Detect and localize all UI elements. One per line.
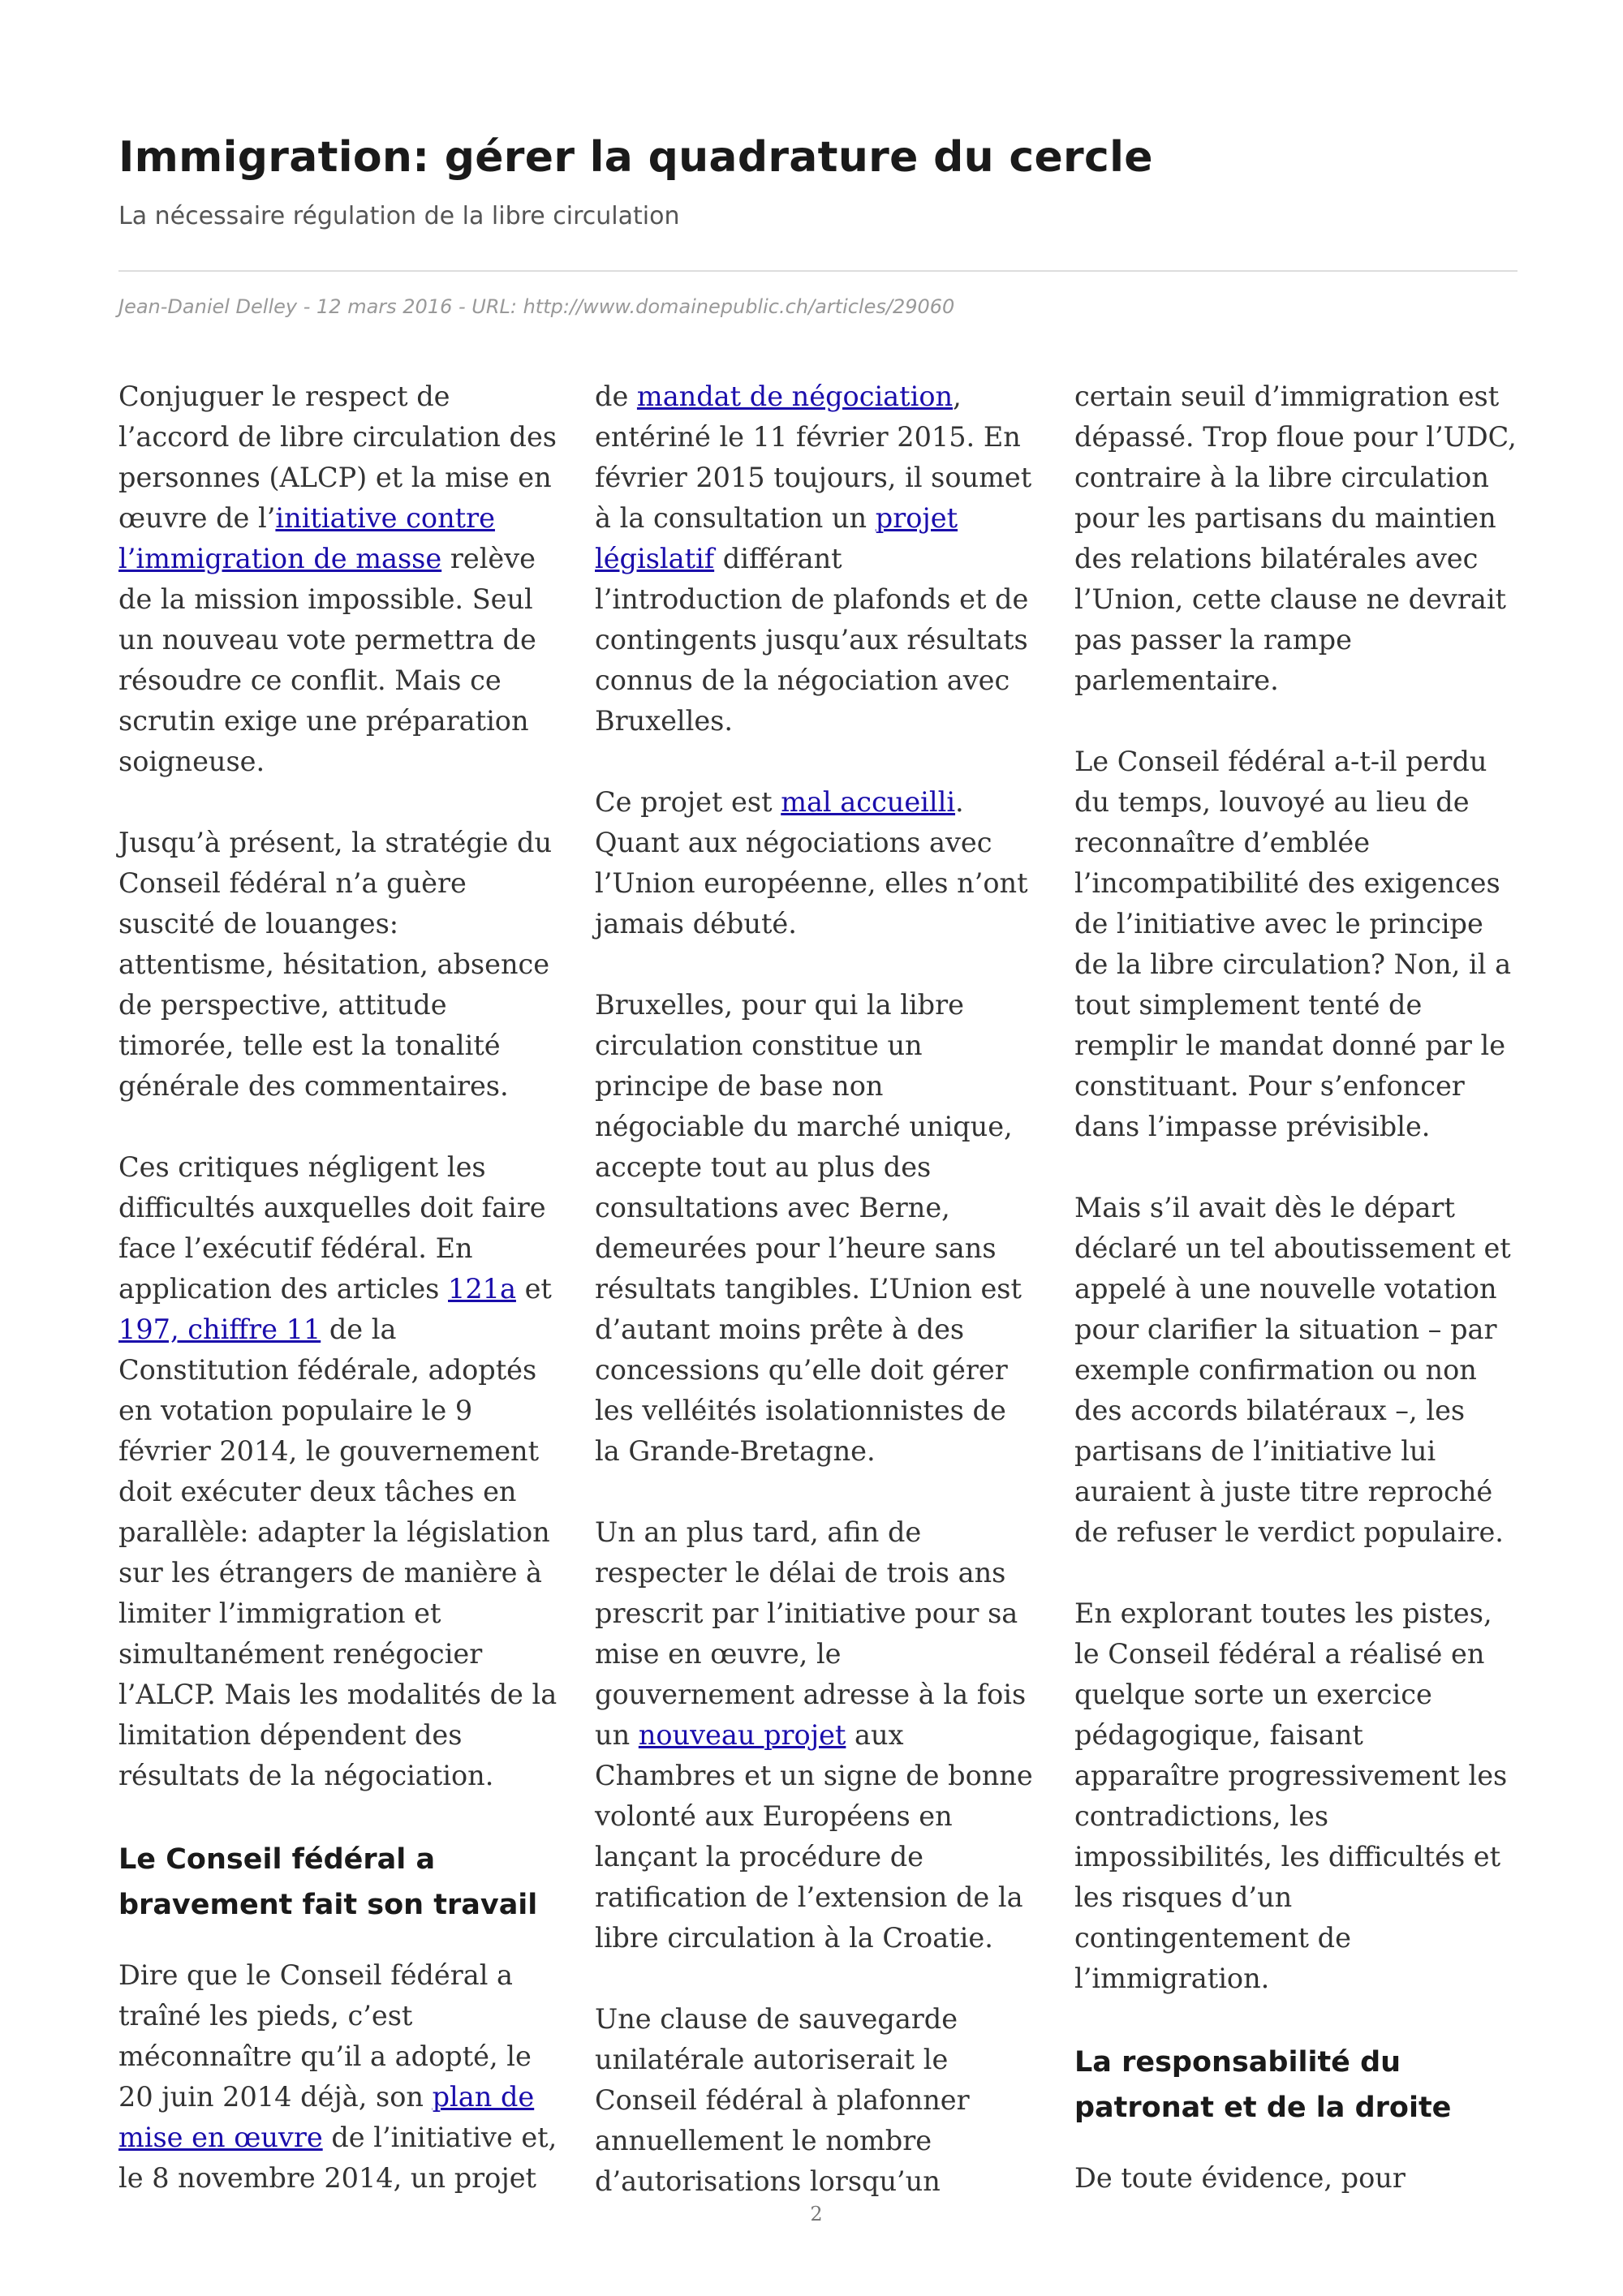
link-plan-mise-en-oeuvre[interactable]: plan de mise en œuvre [118,2081,535,2153]
paragraph: Une clause de sauvegarde unilatérale autoriserait le Conseil fédéral à plafonner annuellement le nombre d’autorisations lorsqu’un [595,2003,970,2197]
paragraph: Le Conseil fédéral a-t-il perdu du temps, louvoyé au lieu de reconnaître d’emblée l’incompatibilité des exigences de l’initiative avec le principe de la libre circulation? Non, il a tout simplement tenté de remplir le mandat donné par le constituant. Pour s’enfoncer dans l’impasse prévisible. [1074,746,1512,1142]
section-heading: La responsabilité du patronat et de la droite [1074,2046,1452,2124]
paragraph: En explorant toutes les pistes, le Conseil fédéral a réalisé en quelque sorte un exercice pédagogique, faisant apparaître progressivement les contradictions, les impossibilités, les difficultés et les risques d’un contingentement de l’immigration. [1074,1597,1508,1994]
paragraph: Conjuguer le respect de l’accord de libre circulation des personnes (ALCP) et la mise en œuvre de l’initiative contre l’immigration de masse relève de la mission impossible. Seul un nouveau vote permettra de résoudre ce conflit. Mais ce scrutin exige une préparation soigneuse. [118,381,557,777]
link-mandat-negociation[interactable]: mandat de négociation [636,381,954,412]
link-initiative[interactable]: initiative contre l’immigration de masse [118,502,495,574]
section-heading: Le Conseil fédéral a bravement fait son travail [118,1843,538,1921]
article-meta: Jean-Daniel Delley - 12 mars 2016 - URL: http://www.domainepublic.ch/articles/29060 [118,295,955,318]
link-nouveau-projet[interactable]: nouveau projet [638,1719,846,1751]
text-column-2 [595,376,1037,2242]
header-divider [118,270,1518,272]
paragraph: Jusqu’à présent, la stratégie du Conseil fédéral n’a guère suscité de louanges: attentisme, hésitation, absence de perspective, attitude timorée, telle est la tonalité générale des commentaires. [118,827,553,1102]
link-article-121a[interactable]: 121a [448,1273,516,1305]
paragraph: Bruxelles, pour qui la libre circulation constitue un principe de base non négociable du marché unique, accepte tout au plus des consultations avec Berne, demeurées pour l’heure sans résultats tangibles. L’Union est d’autant moins prête à des concessions qu’elle doit gérer les velléités isolationnistes de la Grande-Bretagne. [595,989,1022,1467]
link-projet-legislatif[interactable]: projet législatif [595,502,958,574]
link-article-197[interactable]: 197, chiffre 11 [118,1314,321,1345]
paragraph: Un an plus tard, afin de respecter le délai de trois ans prescrit par l’initiative pour sa mise en œuvre, le gouvernement adresse à la fois un nouveau projet aux Chambres et un signe de bonne volonté aux Européens en lançant la procédure de ratification de l’extension de la libre circulation à la Croatie. [595,1516,1033,1954]
paragraph: De toute évidence, pour [1074,2162,1406,2194]
paragraph: Mais s’il avait dès le départ déclaré un tel aboutissement et appelé à une nouvelle votation pour clarifier la situation – par exemple confirmation ou non des accords bilatéraux –, les partisans de l’initiative lui auraient à juste titre reproché de refuser le verdict populaire. [1074,1192,1511,1548]
article-subtitle: La nécessaire régulation de la libre circulation [118,202,680,230]
paragraph: Ces critiques négligent les difficultés auxquelles doit faire face l’exécutif fédéral. En application des articles 121a et 197, chiffre 11 de la Constitution fédérale, adoptés en votation populaire le 9 février 2014, le gouvernement doit exécuter deux tâches en parallèle: adapter la législation sur les étrangers de manière à limiter l’immigration et simultanément renégocier l’ALCP. Mais les modalités de la limitation dépendent des résultats de la négociation. [118,1151,558,1791]
paragraph: Dire que le Conseil fédéral a traîné les pieds, c’est méconnaître qu’il a adopté, le 20 juin 2014 déjà, son plan de mise en œuvre de l’initiative et, le 8 novembre 2014, un projet [118,1959,558,2194]
paragraph: Ce projet est mal accueilli. Quant aux négociations avec l’Union européenne, elles n’ont jamais débuté. [595,786,1028,939]
text-column-1 [118,376,561,2239]
page-number: 2 [810,2203,823,2225]
paragraph: de mandat de négociation, entériné le 11 février 2015. En février 2015 toujours, il soumet à la consultation un projet législatif différant l’introduction de plafonds et de contingents jusqu’aux résultats connus de la négociation avec Bruxelles. [595,381,1032,737]
paragraph: certain seuil d’immigration est dépassé. Trop floue pour l’UDC, contraire à la libre circulation pour les partisans du maintien des relations bilatérales avec l’Union, cette clause ne devrait pas passer la rampe parlementaire. [1074,381,1517,696]
link-mal-accueilli[interactable]: mal accueilli [781,786,956,818]
text-column-3 [1074,376,1517,2239]
article-title: Immigration: gérer la quadrature du cercle [118,133,1153,182]
